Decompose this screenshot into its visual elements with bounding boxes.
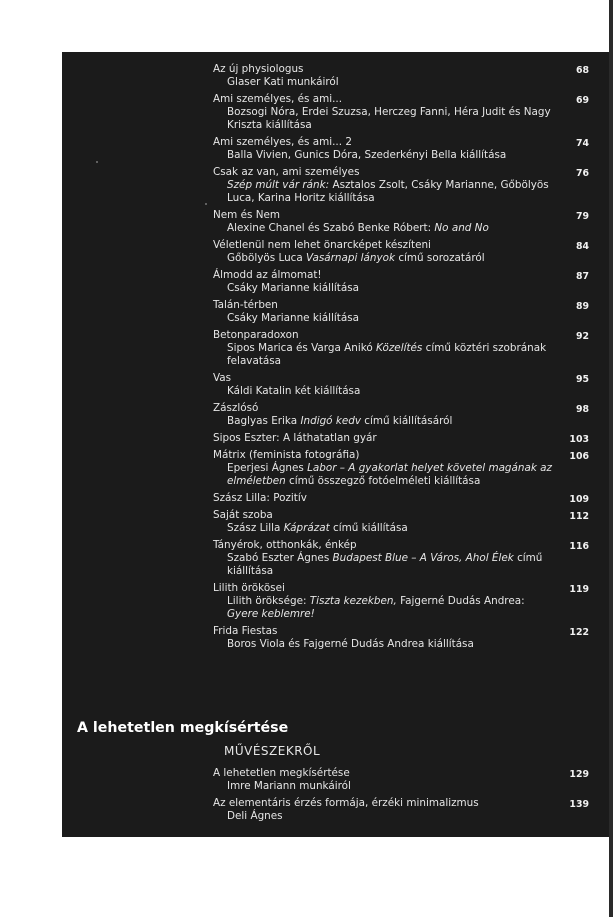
toc-entry-title: Vas [213,372,232,384]
toc-entry-title: Talán-térben [213,299,278,311]
toc-entry-title: Sipos Eszter: A láthatatlan gyár [213,432,377,444]
italic-title: Káprázat [283,522,330,534]
italic-title: Közelítés [376,342,423,354]
page-number: 84 [575,241,589,252]
toc-entry [213,492,593,505]
toc-entry [213,402,593,428]
toc-entry-subtitle [213,282,593,295]
subtitle-text: Deli Ágnes [227,810,283,822]
toc-entry-subtitle [213,552,593,578]
toc-entry [213,93,593,132]
subtitle-text: Szász Lilla [227,522,284,534]
page-number: 79 [575,211,589,222]
subtitle-text: Eperjesi Ágnes [227,462,308,474]
page-number: 92 [575,331,589,342]
toc-entry [213,299,593,325]
page-number: 139 [569,799,589,810]
toc-entry-title: Lilith örökösei [213,582,285,594]
toc-entry [213,767,593,793]
subtitle-tail: című összegző fotóelméleti kiállítása [285,475,481,487]
page-number: 69 [575,95,589,106]
toc-entry-title: Az elementáris érzés formája, érzéki minimalizmus [213,797,479,809]
toc-entry [213,63,593,89]
page-number: 112 [569,511,589,522]
toc-entry-subtitle [213,252,593,265]
toc-entry [213,239,593,265]
toc-entry-title: Tányérok, otthonkák, énkép [213,539,357,551]
italic-title: No and No [434,222,489,234]
toc-entry-subtitle [213,522,593,535]
subtitle-text: Sipos Marica és Varga Anikó [227,342,377,354]
toc-entry [213,209,593,235]
subtitle-text: Csáky Marianne kiállítása [227,312,360,324]
italic-title: Vasárnapi lányok [306,252,396,264]
subtitle-text: Káldi Katalin két kiállítása [227,385,361,397]
toc-entry-title: Szász Lilla: Pozitív [213,492,307,504]
subtitle-tail: című köztéri szobrának felavatása [227,342,547,367]
subtitle-text: Alexine Chanel és Szabó Benke Róbert: [227,222,435,234]
italic-title: Tiszta kezekben, [309,595,397,607]
page-number: 122 [569,627,589,638]
toc-entry-subtitle [213,780,593,793]
toc-entry [213,136,593,162]
subtitle-text: Boros Viola és Fajgerné Dudás Andrea kiállítása [227,638,474,650]
italic-title: Gyere keblemre! [227,608,315,620]
toc-entry-subtitle [213,312,593,325]
toc-entry-subtitle [213,179,593,205]
toc-entry-title: Betonparadoxon [213,329,299,341]
page-number: 106 [569,451,589,462]
toc-entry [213,166,593,205]
toc-entry [213,509,593,535]
subtitle-text: Imre Mariann munkáiról [227,780,351,792]
toc-entry-title: A lehetetlen megkísértése [213,767,350,779]
dust-speck [96,161,98,163]
toc-entry-subtitle [213,106,593,132]
toc-entry-subtitle [213,222,593,235]
subtitle-text: Csáky Marianne kiállítása [227,282,360,294]
toc-entry-subtitle [213,415,593,428]
italic-title: Indigó kedv [300,415,361,427]
toc-entry-subtitle [213,385,593,398]
page-number: 116 [569,541,589,552]
table-of-contents-continued [213,767,593,827]
toc-entry [213,449,593,488]
subtitle-text: Gőbölyös Luca [227,252,307,264]
subtitle-text: Szabó Eszter Ágnes [227,552,333,564]
page-number: 98 [575,404,589,415]
subsection-heading: MŰVÉSZEKRŐL [224,744,321,758]
page-number: 95 [575,374,589,385]
toc-entry-subtitle [213,595,593,621]
toc-entry-title: Frida Fiestas [213,625,278,637]
table-of-contents [213,63,593,655]
subtitle-tail: című sorozatáról [395,252,485,264]
italic-title: Budapest Blue – A Város, Ahol Élek [332,552,514,564]
toc-entry-subtitle [213,462,593,488]
toc-entry [213,372,593,398]
toc-entry [213,797,593,823]
subtitle-tail: című kiállítása [227,552,543,577]
subtitle-text: Baglyas Erika [227,415,301,427]
italic-title: Labor – A gyakorlat helyet követel magának az elméletben [227,462,552,487]
page-number: 76 [575,168,589,179]
toc-entry-subtitle [213,76,593,89]
toc-entry-title: Saját szoba [213,509,273,521]
subtitle-text: Balla Vivien, Gunics Dóra, Szederkényi Bella kiállítása [227,149,507,161]
page-number: 103 [569,434,589,445]
subtitle-text: Asztalos Zsolt, Csáky Marianne, Gőbölyös Luca, Karina Horitz kiállítása [227,179,549,204]
page-number: 68 [575,65,589,76]
subtitle-text: Glaser Kati munkáiról [227,76,339,88]
toc-entry-subtitle [213,638,593,651]
toc-entry-title: Zászlósó [213,402,259,414]
toc-entry-title: Véletlenül nem lehet önarcképet készíteni [213,239,431,251]
subtitle-tail: című kiállítása [329,522,408,534]
toc-entry [213,625,593,651]
toc-entry-title: Álmodd az álmomat! [213,269,322,281]
page-number: 89 [575,301,589,312]
page-edge-shadow [609,0,613,917]
toc-entry-title: Az új physiologus [213,63,304,75]
toc-entry-title: Ami személyes, és ami... [213,93,343,105]
subtitle-text: Bozsogi Nóra, Erdei Szuzsa, Herczeg Fanni, Héra Judit és Nagy Kriszta kiállítása [227,106,551,131]
toc-entry [213,539,593,578]
section-title: A lehetetlen megkísértése [77,720,289,736]
toc-entry-subtitle [213,149,593,162]
page-number: 129 [569,769,589,780]
page-number: 74 [575,138,589,149]
page-number: 119 [569,584,589,595]
toc-entry-title: Nem és Nem [213,209,280,221]
toc-entry [213,329,593,368]
toc-entry-title: Csak az van, ami személyes [213,166,360,178]
subtitle-text: Lilith öröksége: [227,595,310,607]
toc-entry-title: Mátrix (feminista fotográfia) [213,449,360,461]
dust-speck [205,203,207,205]
page-number: 87 [575,271,589,282]
subtitle-tail: című kiállításáról [361,415,453,427]
italic-title: Szép múlt vár ránk: [227,179,330,191]
toc-entry-title: Ami személyes, és ami... 2 [213,136,352,148]
toc-entry-subtitle [213,342,593,368]
page-number: 109 [569,494,589,505]
subtitle-tail: Fajgerné Dudás Andrea: [396,595,525,607]
toc-entry [213,582,593,621]
toc-entry [213,269,593,295]
toc-entry-subtitle [213,810,593,823]
toc-entry [213,432,593,445]
